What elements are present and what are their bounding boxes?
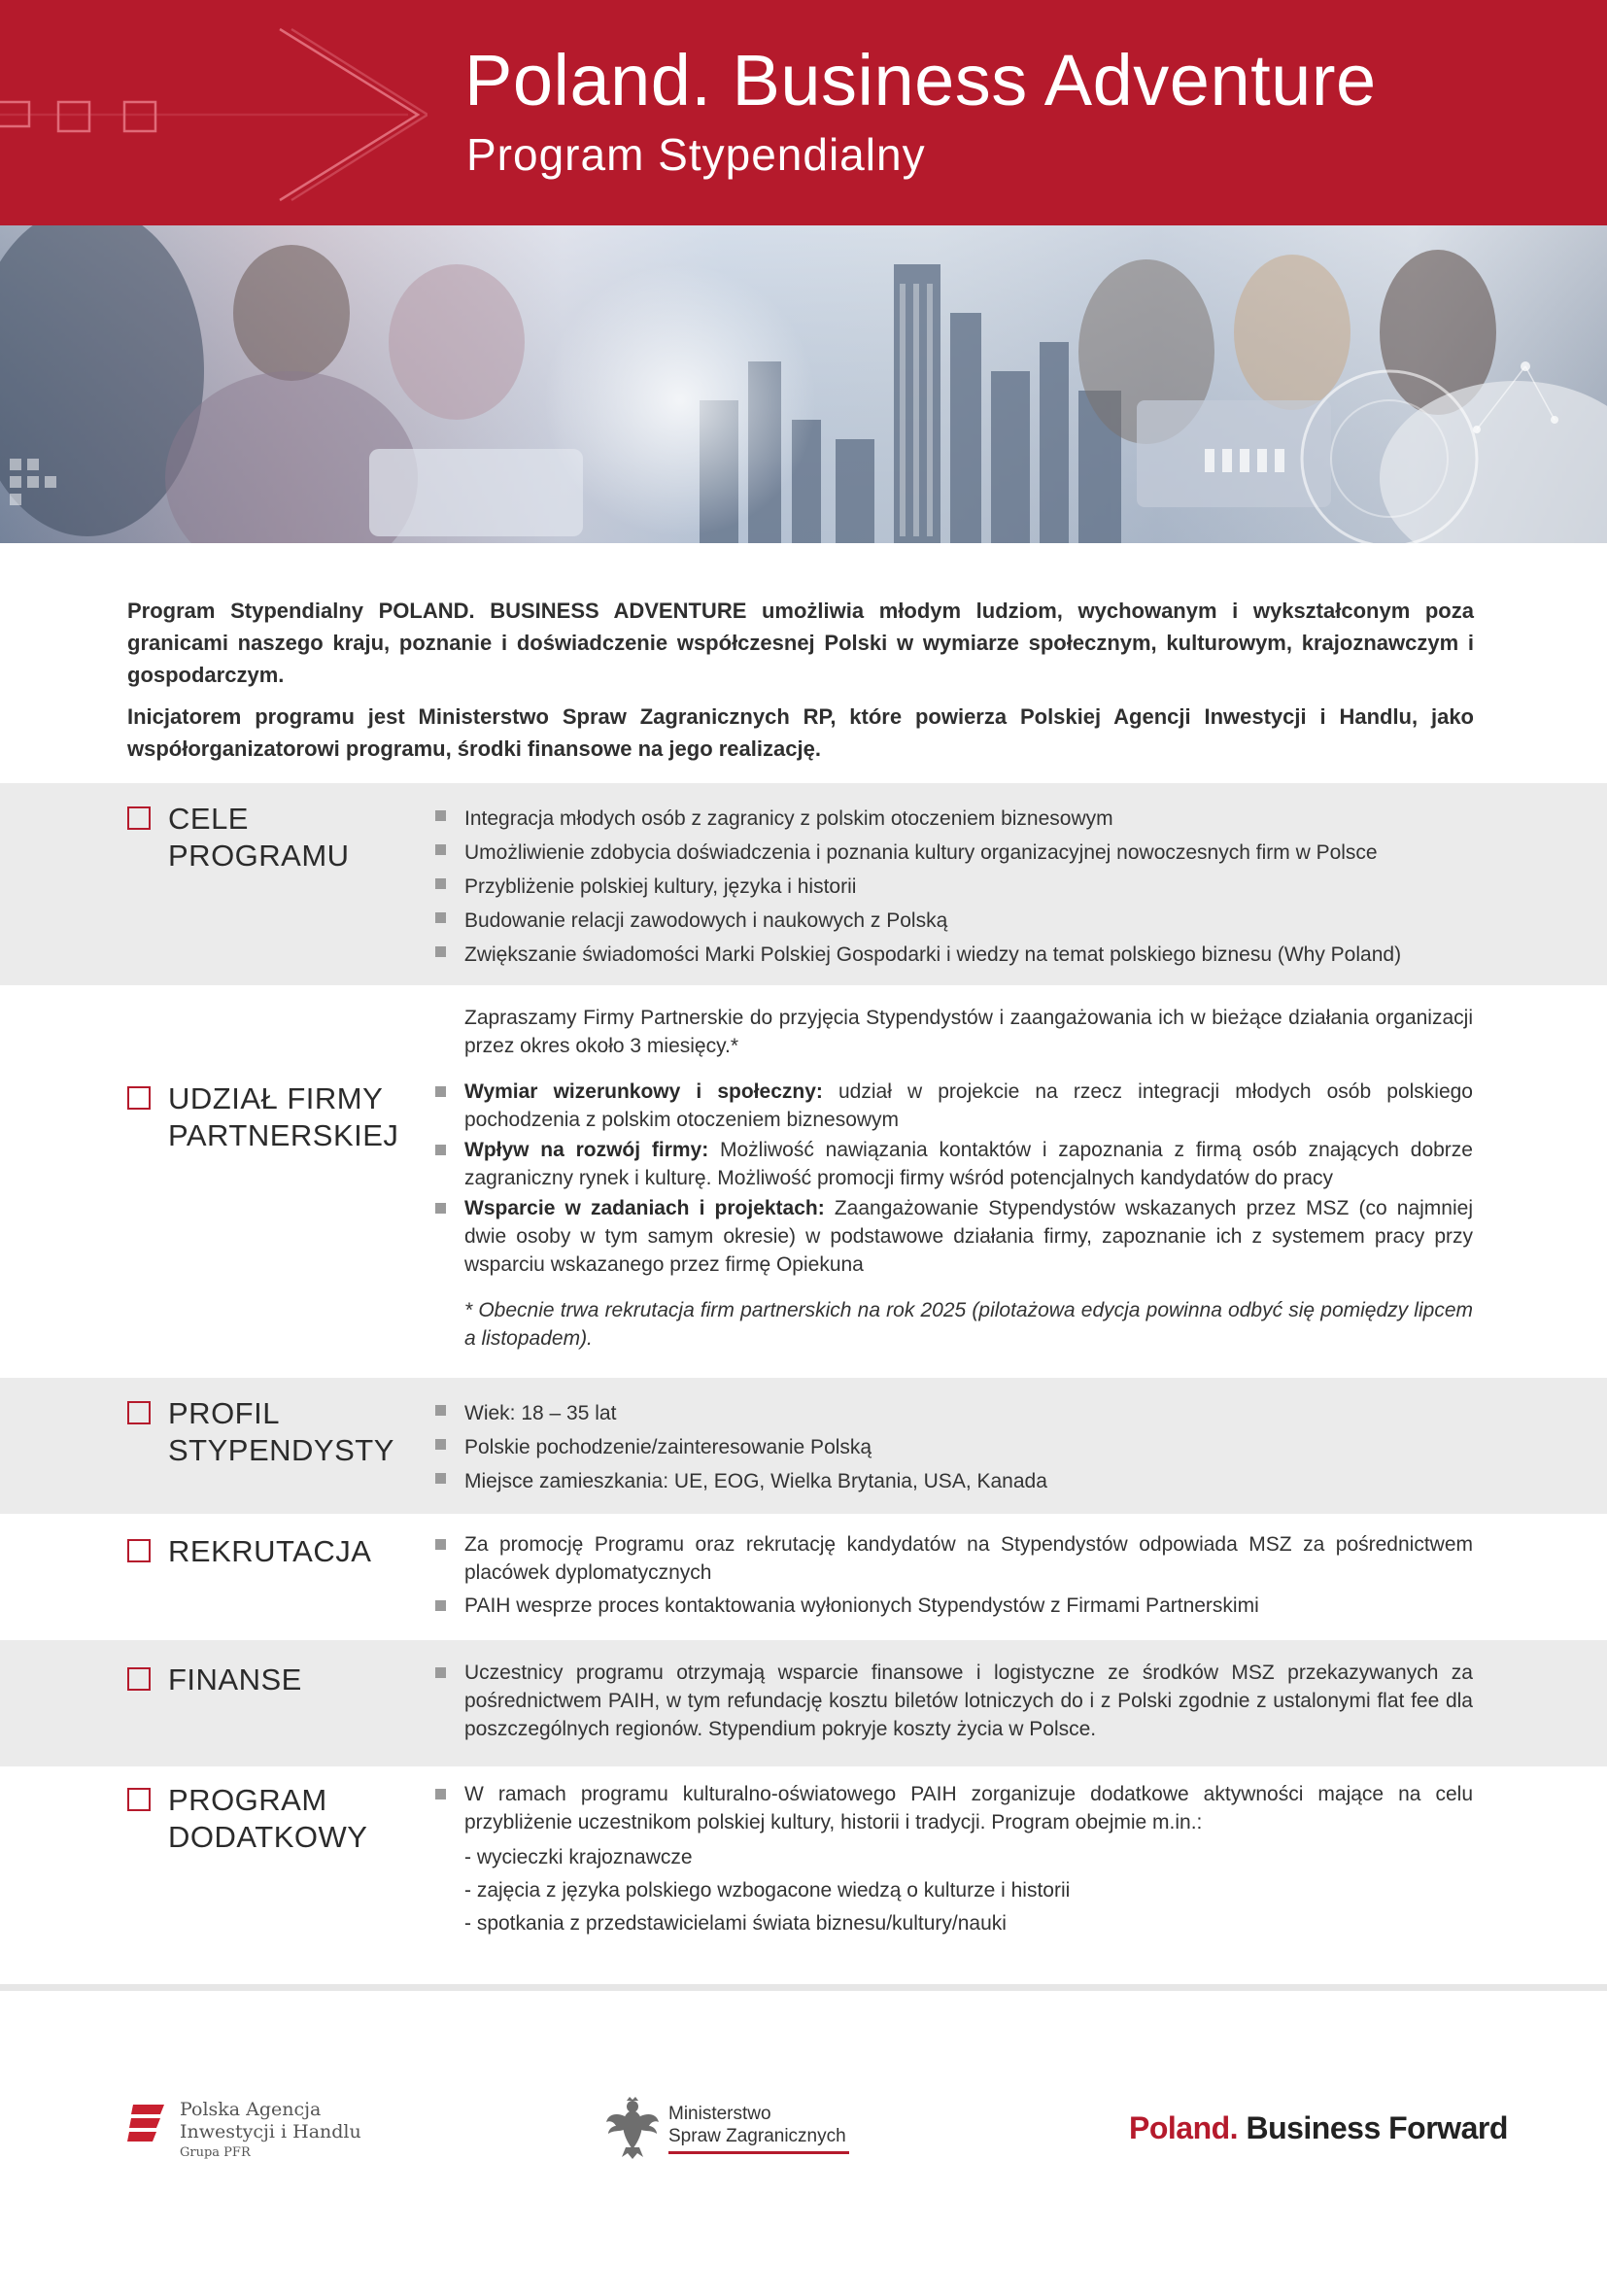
dash-item: - wycieczki krajoznawcze bbox=[464, 1846, 693, 1868]
checkbox-icon bbox=[127, 806, 151, 830]
paih-emblem-icon bbox=[127, 2103, 166, 2145]
section-label bbox=[127, 1782, 367, 1856]
section-intro: Zapraszamy Firmy Partnerskie do przyjęcia Stypendystów i zaangażowania ich w bieżące działania organizacji przez okres około 3 miesięcy.* bbox=[464, 1007, 1473, 1057]
dash-item: - zajęcia z języka polskiego wzbogacone wiedzą o kulturze i historii bbox=[464, 1879, 1071, 1902]
msz-name-line: Ministerstwo bbox=[668, 2104, 771, 2124]
list-item-text: udział w projekcie na rzecz integracji młodych osób polskiego pochodzenia z polskim otoczeniem biznesowym bbox=[464, 1080, 1473, 1131]
business-people-city-icon bbox=[0, 225, 1607, 543]
list-item bbox=[435, 1078, 1473, 1134]
section-title-line: REKRUTACJA bbox=[168, 1534, 372, 1568]
section-label bbox=[127, 801, 350, 874]
section-profil-stypendysty bbox=[0, 1378, 1607, 1514]
section-body bbox=[435, 802, 1473, 972]
section-body bbox=[435, 1396, 1473, 1498]
footnote: * Obecnie trwa rekrutacja firm partnerskich na rok 2025 (pilotażowa edycja powinna odbyć się pomiędzy lipcem a listopadem). bbox=[464, 1299, 1473, 1350]
section-title-line: CELE bbox=[168, 802, 249, 836]
section-udzial-firmy bbox=[0, 985, 1607, 1378]
checkbox-icon bbox=[127, 1788, 151, 1811]
section-title-line: PROFIL bbox=[168, 1396, 280, 1430]
list-item-heading: Wymiar wizerunkowy i społeczny: bbox=[464, 1080, 823, 1103]
divider bbox=[0, 1984, 1607, 1991]
section-title-line: FINANSE bbox=[168, 1662, 302, 1696]
pbf-business-forward: Business Forward bbox=[1238, 2110, 1508, 2145]
section-program-dodatkowy bbox=[0, 1766, 1607, 1980]
section-cele-programu bbox=[0, 783, 1607, 985]
checkbox-icon bbox=[127, 1539, 151, 1562]
list-item-text: Zaangażowanie Stypendystów wskazanych przez MSZ (co najmniej dwie osoby w tym samym okresie) w podstawowe działania firmy, zapoznanie ich z systemem pracy przy wsparciu wskazanego przez firmę Opiekuna bbox=[464, 1197, 1473, 1276]
arrow-decoration-icon bbox=[0, 0, 427, 225]
list-item: Wiek: 18 – 35 lat bbox=[435, 1396, 1473, 1430]
list-item: Integracja młodych osób z zagranicy z polskim otoczeniem biznesowym bbox=[435, 802, 1473, 836]
checkbox-icon bbox=[127, 1401, 151, 1424]
section-label bbox=[127, 1395, 394, 1469]
section-body bbox=[435, 1659, 1473, 1743]
section-title-line: PROGRAMU bbox=[168, 839, 350, 873]
list-item: W ramach programu kulturalno-oświatowego PAIH zorganizuje dodatkowe aktywności mające na celu przybliżenie uczestnikom polskiej kultury, historii i tradycji. Program obejmie m.in.: bbox=[435, 1780, 1473, 1836]
list-item: Przybliżenie polskiej kultury, języka i historii bbox=[435, 870, 1473, 904]
section-body bbox=[435, 1780, 1473, 1940]
checkbox-icon bbox=[127, 1086, 151, 1110]
section-body bbox=[435, 1530, 1473, 1620]
dash-item: - spotkania z przedstawicielami świata biznesu/kultury/nauki bbox=[464, 1912, 1007, 1935]
intro-text bbox=[127, 595, 1474, 774]
msz-name-line: Spraw Zagranicznych bbox=[668, 2126, 846, 2146]
msz-underline bbox=[668, 2151, 849, 2154]
intro-paragraph-1: Program Stypendialny POLAND. BUSINESS ADVENTURE umożliwia młodym ludziom, wychowanym i wykształconym poza granicami naszego kraju, poznanie i doświadczenie współczesnej Polski w wymiarze społecznym, kulturowym, krajoznawczym i gospodarczym. bbox=[127, 599, 1474, 687]
list-item bbox=[435, 1194, 1473, 1279]
page-subtitle: Program Stypendialny bbox=[466, 129, 926, 180]
section-title-line: PROGRAM bbox=[168, 1783, 327, 1817]
list-item: Umożliwienie zdobycia doświadczenia i poznania kultury organizacyjnej nowoczesnych firm w Polsce bbox=[435, 836, 1473, 870]
list-item: Za promocję Programu oraz rekrutację kandydatów na Stypendystów odpowiada MSZ za pośrednictwem placówek dyplomatycznych bbox=[435, 1530, 1473, 1587]
pbf-poland: Poland. bbox=[1129, 2110, 1239, 2145]
hero-image bbox=[0, 225, 1607, 543]
checkbox-icon bbox=[127, 1667, 151, 1691]
page-title: Poland. Business Adventure bbox=[464, 40, 1377, 120]
paih-name-line: Inwestycji i Handlu bbox=[180, 2121, 361, 2142]
header-banner bbox=[0, 0, 1607, 225]
list-item bbox=[435, 1136, 1473, 1192]
list-item-heading: Wsparcie w zadaniach i projektach: bbox=[464, 1197, 825, 1219]
section-title-line: STYPENDYSTY bbox=[168, 1433, 394, 1467]
list-item: Miejsce zamieszkania: UE, EOG, Wielka Brytania, USA, Kanada bbox=[435, 1464, 1473, 1498]
section-body bbox=[435, 1004, 1473, 1353]
section-label bbox=[127, 1662, 302, 1698]
section-title-line: UDZIAŁ FIRMY bbox=[168, 1081, 384, 1115]
paih-logo bbox=[127, 2099, 380, 2163]
paih-group: Grupa PFR bbox=[180, 2145, 251, 2160]
list-item: Polskie pochodzenie/zainteresowanie Polską bbox=[435, 1430, 1473, 1464]
section-rekrutacja bbox=[0, 1514, 1607, 1640]
section-title-line: PARTNERSKIEJ bbox=[168, 1118, 399, 1152]
list-item-text: Możliwość nawiązania kontaktów i zapoznania z firmą osób znających dobrze zagraniczny rynek i kulturę. Możliwość promocji firmy wśród potencjalnych kandydatów do pracy bbox=[464, 1139, 1473, 1189]
polish-eagle-icon bbox=[604, 2097, 661, 2159]
intro-paragraph-2: Inicjatorem programu jest Ministerstwo Spraw Zagranicznych RP, które powierza Polskiej Agencji Inwestycji i Handlu, jako współorganizatorowi programu, środki finansowe na jego realizację. bbox=[127, 704, 1474, 761]
section-label bbox=[127, 1533, 371, 1570]
list-item: PAIH wesprze proces kontaktowania wyłonionych Stypendystów z Firmami Partnerskimi bbox=[435, 1592, 1473, 1620]
list-item: Zwiększanie świadomości Marki Polskiej Gospodarki i wiedzy na temat polskiego biznesu (Why Poland) bbox=[435, 938, 1473, 972]
list-item: Uczestnicy programu otrzymają wsparcie finansowe i logistyczne ze środków MSZ przekazywanych za pośrednictwem PAIH, w tym refundację kosztu biletów lotniczych do i z Polski zgodnie z ustalonymi flat fee dla poszczególnych regionów. Stypendium pokryje koszty życia w Polsce. bbox=[435, 1659, 1473, 1743]
msz-logo bbox=[604, 2097, 857, 2167]
list-item: Budowanie relacji zawodowych i naukowych z Polską bbox=[435, 904, 1473, 938]
section-title-line: DODATKOWY bbox=[168, 1820, 368, 1854]
paih-name-line: Polska Agencja bbox=[180, 2099, 322, 2120]
section-finanse bbox=[0, 1640, 1607, 1766]
list-item-heading: Wpływ na rozwój firmy: bbox=[464, 1139, 709, 1161]
poland-business-forward-logo bbox=[1129, 2110, 1508, 2146]
section-label bbox=[127, 1080, 398, 1154]
